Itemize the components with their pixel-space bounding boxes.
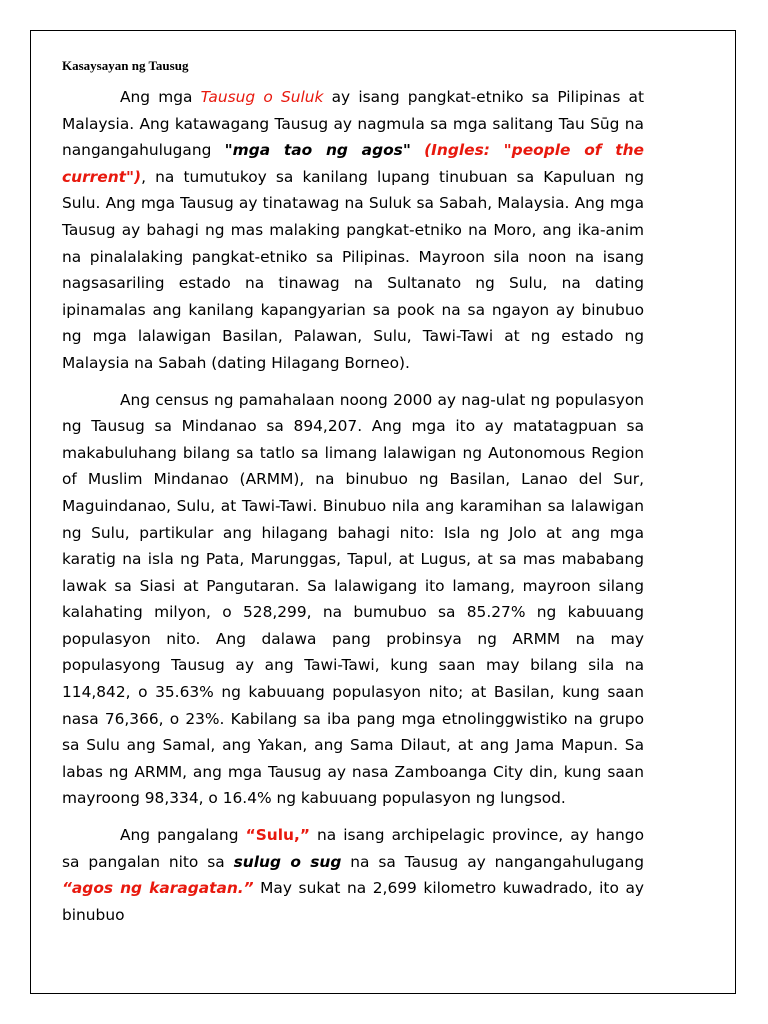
p1-space (411, 141, 424, 159)
paragraph-1 (62, 84, 644, 377)
p1-text-3: , na tumutukoy sa kanilang lupang tinubuan sa Kapuluan ng Sulu. Ang mga Tausug ay tinatawag na Suluk sa Sabah, Malaysia. Ang mga Tausug ay bahagi ng mas malaking pangkat-etniko na Moro, ang ika-anim na pinalalaking pangkat-etniko sa Pilipinas. Mayroon sila noon na isang nagsasariling estado na tinawag na Sultanato ng Sulu, na dating ipinamalas ang kanilang kapangyarian sa pook na sa ngayon ay binubuo ng mga lalawigan Basilan, Palawan, Sulu, Tawi-Tawi at ng estado ng Malaysia na Sabah (dating Hilagang Borneo). (62, 167, 644, 372)
p3-highlight-agos: “agos ng karagatan.” (62, 879, 254, 898)
p1-text-2: ay isang pangkat-etniko sa Pilipinas at Malaysia. Ang katawagang Tausug ay nagmula sa mga salitang Tau Sūg na nangangahulugang (62, 88, 644, 160)
p3-text-1: Ang pangalang (120, 826, 246, 845)
p1-english-gloss: (Ingles: "people of the current") (62, 141, 644, 186)
p3-text-3: na sa Tausug ay nangangahulugang (341, 852, 645, 871)
p1-highlight-tausug: Tausug o Suluk (200, 88, 324, 106)
p3-sulug-term: sulug o sug (233, 852, 342, 871)
document-body (62, 84, 644, 938)
paragraph-2: Ang census ng pamahalaan noong 2000 ay nag-ulat ng populasyon ng Tausug sa Mindanao sa 894,207. Ang mga ito ay matatagpuan sa makabuluhang bilang sa tatlo sa limang lalawigan ng Autonomous Region of Muslim Mindanao (ARMM), na binubuo ng Basilan, Lanao del Sur, Maguindanao, Sulu, at Tawi-Tawi. Binubuo nila ang karamihan sa lalawigan ng Sulu, partikular ang hilagang bahagi nito: Isla ng Jolo at ang mga karatig na isla ng Pata, Marunggas, Tapul, at Lugus, at sa mas mababang lawak sa Siasi at Pangutaran. Sa lalawigang ito lamang, mayroon silang kalahating milyon, o 528,299, na bumubuo sa 85.27% ng kabuuang populasyon nito. Ang dalawa pang probinsya ng ARMM na may populasyong Tausug ay ang Tawi-Tawi, kung saan may bilang sila na 114,842, o 35.63% ng kabuuang populasyon nito; at Basilan, kung saan nasa 76,366, o 23%. Kabilang sa iba pang mga etnolinggwistiko na grupo sa Sulu ang Samal, ang Yakan, ang Sama Dilaut, at ang Jama Mapun. Sa labas ng ARMM, ang mga Tausug ay nasa Zamboanga City din, kung saan mayroong 98,334, o 16.4% ng kabuuang populasyon ng lungsod. (62, 390, 644, 808)
p3-text-4: May sukat na 2,699 kilometro kuwadrado, ito ay binubuo (62, 879, 645, 924)
p1-text-1: Ang mga (120, 88, 201, 106)
p1-quote-mga-tao: "mga tao ng agos" (224, 141, 411, 160)
document-title: Kasaysayan ng Tausug (62, 58, 189, 73)
p3-text-2: na isang archipelagic province, ay hango sa pangalan nito sa (62, 826, 644, 871)
paragraph-3 (62, 822, 644, 928)
p3-highlight-sulu: “Sulu,” (245, 826, 310, 845)
